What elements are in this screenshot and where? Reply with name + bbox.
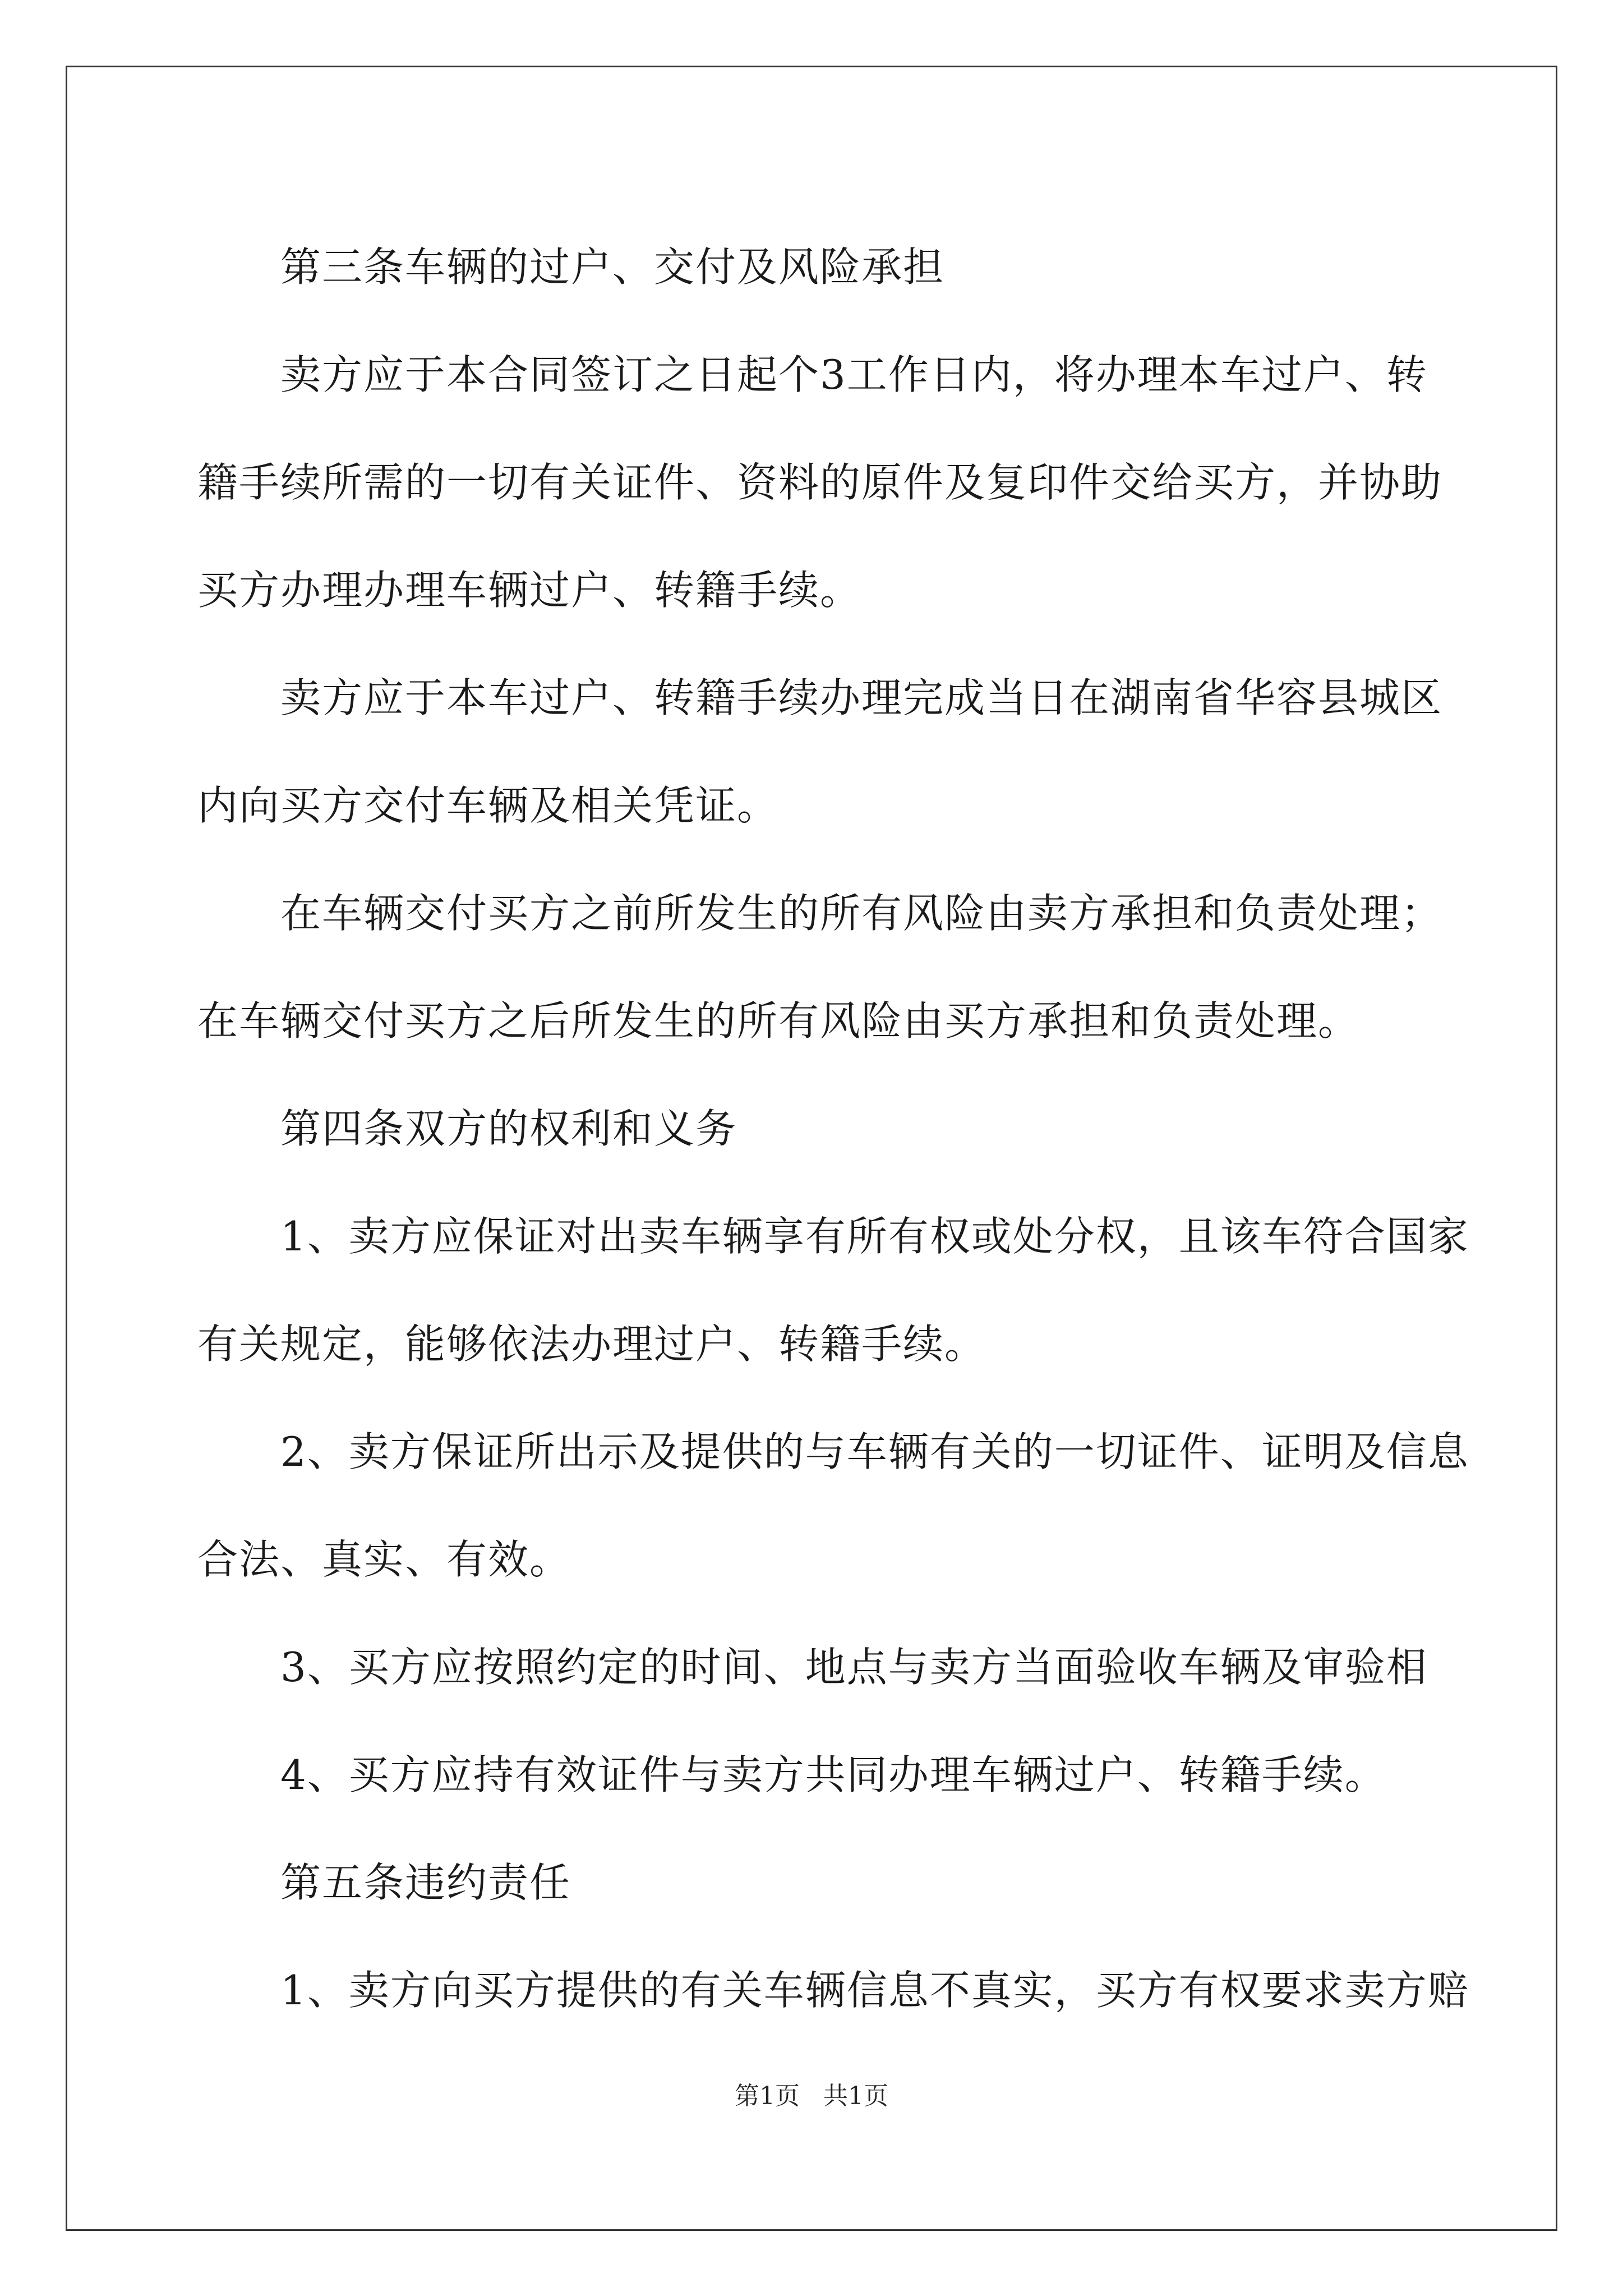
paragraph <box>197 859 1443 1075</box>
text-line: 2、卖方保证所出示及提供的与车辆有关的一切证件、证明及信息 <box>197 1428 1469 1475</box>
list-item <box>197 1936 1469 2044</box>
section-heading-article-4 <box>197 1075 1437 1182</box>
text-line: 卖方应于本车过户、转籍手续办理完成当日在湖南省华容县城区 <box>197 674 1443 721</box>
section-heading-article-3 <box>197 213 1437 321</box>
paragraph <box>197 321 1443 644</box>
list-item <box>197 1182 1469 1398</box>
text-line: 内向买方交付车辆及相关凭证。 <box>197 782 779 829</box>
text-line: 在车辆交付买方之前所发生的所有风险由卖方承担和负责处理； <box>197 890 1443 937</box>
text-line: 买方办理办理车辆过户、转籍手续。 <box>197 567 862 614</box>
text-line: 合法、真实、有效。 <box>197 1536 571 1583</box>
list-item <box>197 1721 1437 1829</box>
text-line: 有关规定，能够依法办理过户、转籍手续。 <box>197 1320 986 1368</box>
page-number: 第1页 <box>735 2082 800 2110</box>
list-item <box>197 1398 1469 1613</box>
text-line: 4、买方应持有效证件与卖方共同办理车辆过户、转籍手续。 <box>197 1751 1386 1798</box>
text-line: 1、卖方应保证对出卖车辆享有所有权或处分权，且该车符合国家 <box>197 1213 1469 1260</box>
text-line: 卖方应于本合同签订之日起个3工作日内，将办理本车过户、转 <box>197 351 1428 398</box>
text-line: 籍手续所需的一切有关证件、资料的原件及复印件交给买方，并协助 <box>197 459 1443 506</box>
text-line: 在车辆交付买方之后所发生的所有风险由买方承担和负责处理。 <box>197 997 1360 1045</box>
section-heading-article-5 <box>197 1829 1437 1936</box>
text-line: 第三条车辆的过户、交付及风险承担 <box>197 243 945 291</box>
text-line: 1、卖方向买方提供的有关车辆信息不真实，买方有权要求卖方赔 <box>197 1967 1469 2014</box>
page-total: 共1页 <box>823 2082 888 2110</box>
text-line: 第四条双方的权利和义务 <box>197 1105 737 1152</box>
page-footer <box>0 2076 1623 2111</box>
list-item <box>197 1613 1437 1721</box>
paragraph <box>197 644 1443 859</box>
text-line: 3、买方应按照约定的时间、地点与卖方当面验收车辆及审验相 <box>197 1644 1428 1691</box>
text-line: 第五条违约责任 <box>197 1859 571 1906</box>
